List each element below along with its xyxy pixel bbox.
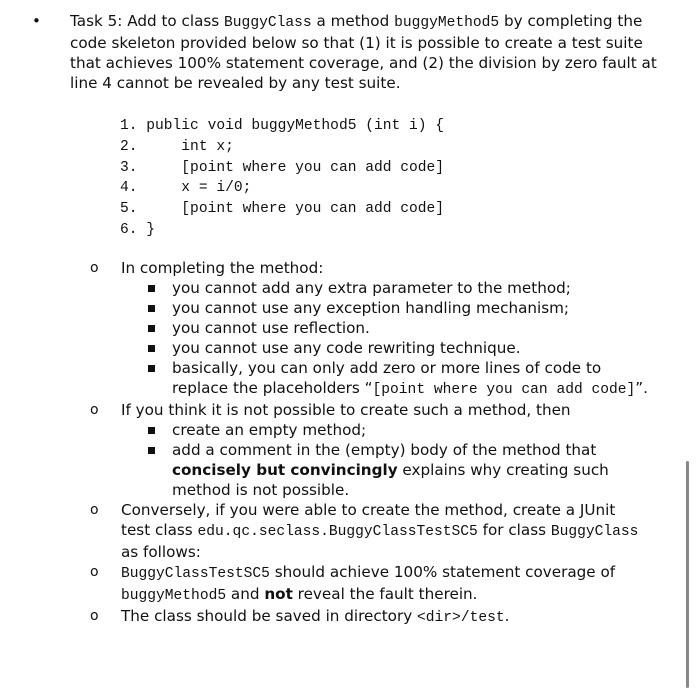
- scrollbar[interactable]: [686, 461, 689, 688]
- square-bullet-icon: [148, 427, 155, 434]
- requirements-list: [88, 258, 648, 628]
- class-name: BuggyClass: [224, 15, 312, 31]
- list-item: o If you think it is not possible to create such a method, then: [90, 401, 571, 419]
- method-name: buggyMethod5: [394, 15, 500, 31]
- square-bullet-icon: [148, 447, 155, 454]
- square-bullet-icon: [148, 305, 155, 312]
- task-intro-text: by completing the code skeleton provided below so that (1) it is possible to create a test suite that achieves 100% statement coverage, and (2) the division by zero fault at line 4 cannot be revealed by any test suite.: [70, 12, 657, 92]
- task-intro-text: a method: [311, 12, 395, 30]
- sub-list-item: you cannot use any exception handling mechanism;: [88, 298, 648, 318]
- task-5-paragraph: [32, 11, 672, 93]
- sub-list-item: you cannot add any extra parameter to the method;: [88, 278, 648, 298]
- task-5-text: [70, 11, 672, 93]
- circle-bullet-icon: o: [90, 564, 99, 580]
- circle-bullet-icon: o: [90, 402, 99, 418]
- sub-list-item: basically, you can only add zero or more lines of code to replace the placeholders “[point where you can add code]”.: [88, 358, 648, 400]
- list-item: o BuggyClassTestSC5 should achieve 100% statement coverage of buggyMethod5 and not reveal the fault therein.: [90, 563, 616, 604]
- square-bullet-icon: [148, 325, 155, 332]
- code-line: 4. x = i/0;: [120, 180, 252, 197]
- square-bullet-icon: [148, 365, 155, 372]
- list-item: o Conversely, if you were able to create the method, create a JUnit test class edu.qc.seclass.BuggyClassTestSC5 for class BuggyClass as follows:: [90, 501, 639, 561]
- code-line: 3. [point where you can add code]: [120, 159, 445, 176]
- code-line: 1. public void buggyMethod5 (int i) {: [120, 118, 445, 134]
- list-item: o The class should be saved in directory <dir>/test.: [90, 607, 510, 626]
- circle-bullet-icon: o: [90, 608, 99, 624]
- code-line: 6. }: [120, 221, 156, 238]
- sub-list-item: add a comment in the (empty) body of the method that concisely but convincingly explains why creating such method is not possible.: [88, 440, 648, 500]
- bullet-icon: •: [32, 12, 41, 30]
- task-intro-text: Task 5: Add to class: [70, 12, 225, 30]
- circle-bullet-icon: o: [90, 260, 99, 276]
- sub-list-item: you cannot use any code rewriting technique.: [88, 338, 648, 358]
- code-skeleton: [120, 116, 444, 241]
- code-line: 5. [point where you can add code]: [120, 201, 445, 218]
- square-bullet-icon: [148, 285, 155, 292]
- list-item: o In completing the method:: [90, 259, 324, 277]
- sub-list-item: you cannot use reflection.: [88, 318, 648, 338]
- code-line: 2. int x;: [120, 138, 234, 155]
- circle-bullet-icon: o: [90, 502, 99, 518]
- square-bullet-icon: [148, 345, 155, 352]
- sub-list-item: create an empty method;: [88, 420, 648, 440]
